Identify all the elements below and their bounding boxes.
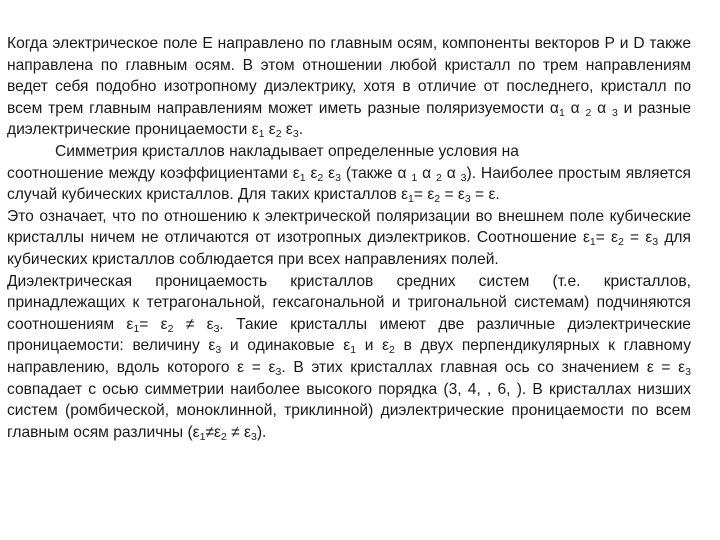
subscript-index: 1: [258, 128, 265, 141]
subscript-index: 2: [618, 236, 624, 249]
subscript-index: 2: [220, 430, 227, 443]
text-run: ). Наиболее простым является случай кубических кристаллов. Для таких кристаллов ε: [7, 164, 691, 204]
text-run: = ε.: [470, 186, 500, 204]
text-run: = ε: [413, 186, 435, 204]
text-run: (также α: [340, 164, 412, 182]
text-run: ≠ ε: [173, 315, 214, 333]
text-run: α: [417, 164, 437, 182]
text-run: ε: [323, 164, 336, 182]
text-run: в двух перпендикулярных к главному направлению, вдоль которого ε = ε: [7, 337, 691, 376]
subscript-index: 3: [460, 171, 467, 184]
subscript-index: 3: [213, 322, 220, 335]
paragraph-1: [7, 33, 691, 141]
text-run: .: [298, 121, 304, 139]
subscript-index: 3: [335, 171, 341, 184]
text-body: [7, 33, 691, 443]
subscript-index: 1: [350, 344, 357, 357]
subscript-index: 2: [275, 128, 282, 141]
text-run: ≠ ε: [226, 423, 252, 441]
text-run: Симметрия кристаллов накладывает определенные условия на: [55, 142, 519, 160]
text-run: и ε: [356, 337, 390, 355]
subscript-index: 3: [464, 193, 471, 206]
subscript-index: 2: [434, 193, 441, 206]
text-run: = ε: [440, 186, 465, 204]
subscript-index: 2: [585, 106, 592, 119]
paragraph-3: [7, 163, 691, 206]
subscript-index: 1: [133, 322, 140, 335]
text-run: α: [564, 99, 586, 117]
text-run: α: [591, 99, 612, 117]
subscript-index: 1: [408, 193, 414, 206]
text-run: = ε: [595, 229, 618, 247]
subscript-index: 1: [411, 171, 418, 184]
text-run: ).: [256, 423, 267, 441]
text-run: ≠ε: [205, 423, 221, 441]
text-run: соотношение между коэффициентами ε: [7, 164, 300, 182]
subscript-index: 3: [251, 430, 257, 443]
subscript-index: 3: [685, 365, 691, 378]
text-run: Это означает, что по отношению к электрической поляризации во внешнем поле кубические кристаллы ничем не отличаются от изотропных диэлектриков. Соотношение ε: [7, 207, 691, 247]
text-run: Когда электрическое поле Е направлено по главным осям, компоненты векторов Р и D также направлена по главным осям. В этом отношении любой кристалл по трем направлениям ведет себя подобно изотропному диэлектрику, хотя в отличие от последнего, кристалл по всем трем главным направлениям может иметь разные поляризуемости α: [7, 35, 691, 117]
paragraph-5: [7, 271, 691, 444]
text-run: = ε: [623, 229, 653, 247]
subscript-index: 2: [167, 322, 174, 335]
subscript-index: 1: [199, 430, 206, 443]
text-run: . Такие кристаллы имеют две различные диэлектрические проницаемости: величину ε: [7, 315, 691, 355]
subscript-index: 2: [317, 171, 324, 184]
subscript-index: 3: [611, 106, 618, 119]
text-run: ε: [264, 121, 276, 139]
subscript-index: 3: [292, 128, 299, 141]
subscript-index: 3: [215, 344, 222, 357]
text-run: для кубических кристаллов соблюдается при всех направлениях полей.: [7, 229, 691, 268]
subscript-index: 1: [589, 236, 596, 249]
text-run: и одинаковые ε: [221, 337, 351, 355]
text-run: совпадает с осью симметрии наиболее высокого порядка (3, 4, , 6, ). В кристаллах низших систем (ромбической, моноклинной, триклинной) диэлектрические проницаемости по всем главным осям различны (ε: [7, 380, 691, 441]
text-run: и разные диэлектрические проницаемости ε: [7, 99, 691, 139]
subscript-index: 2: [389, 344, 395, 357]
subscript-index: 1: [558, 106, 565, 119]
subscript-index: 1: [299, 171, 306, 184]
text-run: . В этих кристаллах главная ось со значением ε = ε: [281, 358, 686, 376]
paragraph-4: [7, 206, 691, 271]
text-run: Диэлектрическая проницаемость кристаллов средних систем (т.е. кристаллов, принадлежащих к тетрагональной, гексагональной и тригональной системам) подчиняются соотношениям ε: [7, 272, 691, 333]
text-run: ε: [305, 164, 318, 182]
text-run: α: [441, 164, 461, 182]
paragraph-2: [7, 141, 691, 163]
text-run: ε: [281, 121, 293, 139]
subscript-index: 2: [436, 171, 442, 184]
subscript-index: 3: [275, 365, 282, 378]
subscript-index: 3: [652, 236, 659, 249]
text-run: = ε: [139, 315, 168, 333]
